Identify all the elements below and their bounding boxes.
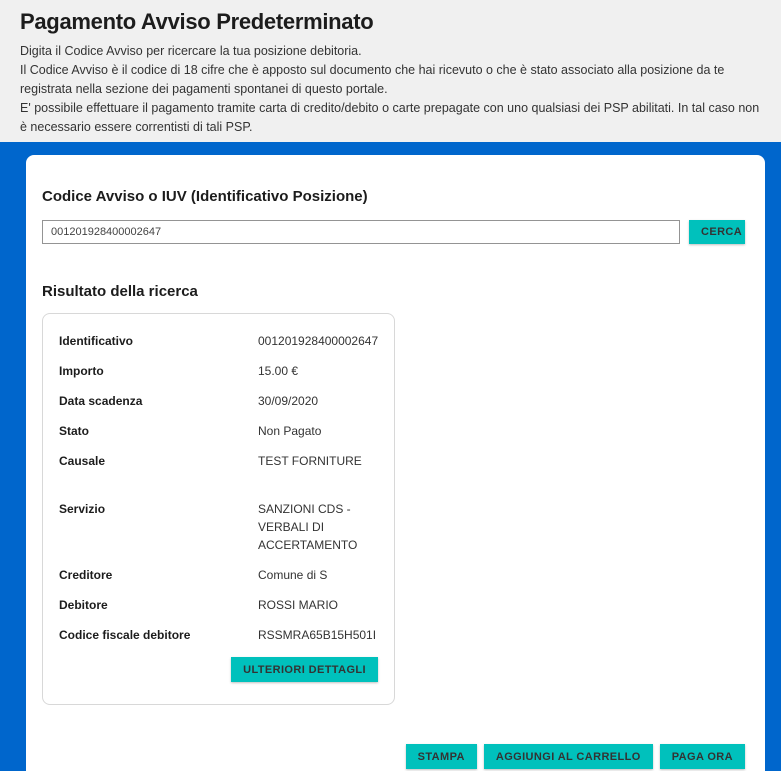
field-label: Stato	[59, 424, 89, 438]
cerca-button[interactable]: CERCA	[689, 220, 745, 244]
search-row	[42, 220, 745, 244]
field-label: Servizio	[59, 502, 106, 516]
results-heading: Risultato della ricerca	[42, 283, 198, 300]
field-row-importo	[59, 362, 378, 380]
result-card	[42, 313, 395, 705]
field-row-stato	[59, 422, 378, 440]
page-intro	[20, 42, 761, 137]
paga-ora-button[interactable]: PAGA ORA	[660, 744, 745, 769]
field-label: Causale	[59, 454, 106, 468]
main-card	[26, 155, 765, 771]
intro-line-3: E' possibile effettuare il pagamento tramite carta di credito/debito o carte prepagate con uno qualsiasi dei PSP abilitati. In tal caso non è necessario essere correntisti di tali PSP.	[20, 101, 760, 134]
field-row-codice-fiscale	[59, 626, 378, 644]
field-label: Creditore	[59, 568, 113, 582]
field-value: ROSSI MARIO	[258, 598, 339, 612]
codice-avviso-input[interactable]	[42, 220, 680, 244]
field-label: Codice fiscale debitore	[59, 628, 191, 642]
field-row-creditore	[59, 566, 378, 584]
field-row-data-scadenza	[59, 392, 378, 410]
field-value: 001201928400002647	[258, 334, 379, 348]
field-row-servizio	[59, 500, 378, 554]
ulteriori-dettagli-button[interactable]: ULTERIORI DETTAGLI	[231, 657, 378, 682]
blue-section	[0, 142, 781, 771]
field-row-debitore	[59, 596, 378, 614]
field-label: Importo	[59, 364, 104, 378]
stampa-button[interactable]: STAMPA	[406, 744, 477, 769]
search-label: Codice Avviso o IUV (Identificativo Posizione)	[42, 188, 368, 205]
intro-line-2: Il Codice Avviso è il codice di 18 cifre che è apposto sul documento che hai ricevuto o che è stato associato alla posizione da te registrata nella sezione dei pagamenti spontanei di questo portale.	[20, 63, 725, 96]
actions-row	[42, 744, 745, 769]
field-value: 15.00 €	[258, 364, 299, 378]
field-row-identificativo	[59, 332, 378, 350]
field-value: TEST FORNITURE	[258, 454, 362, 468]
page-title: Pagamento Avviso Predeterminato	[20, 9, 374, 34]
intro-line-1: Digita il Codice Avviso per ricercare la tua posizione debitoria.	[20, 44, 362, 58]
aggiungi-al-carrello-button[interactable]: AGGIUNGI AL CARRELLO	[484, 744, 653, 769]
page-header	[0, 0, 781, 142]
details-button-row	[59, 657, 378, 682]
field-value: Comune di S	[258, 568, 328, 582]
field-label: Data scadenza	[59, 394, 143, 408]
field-label: Identificativo	[59, 334, 134, 348]
field-value: 30/09/2020	[258, 394, 319, 408]
field-label: Debitore	[59, 598, 108, 612]
field-value: Non Pagato	[258, 424, 322, 438]
field-value: SANZIONI CDS - VERBALI DI ACCERTAMENTO	[258, 502, 358, 552]
field-value: RSSMRA65B15H501I	[258, 628, 377, 642]
field-row-causale	[59, 452, 378, 470]
